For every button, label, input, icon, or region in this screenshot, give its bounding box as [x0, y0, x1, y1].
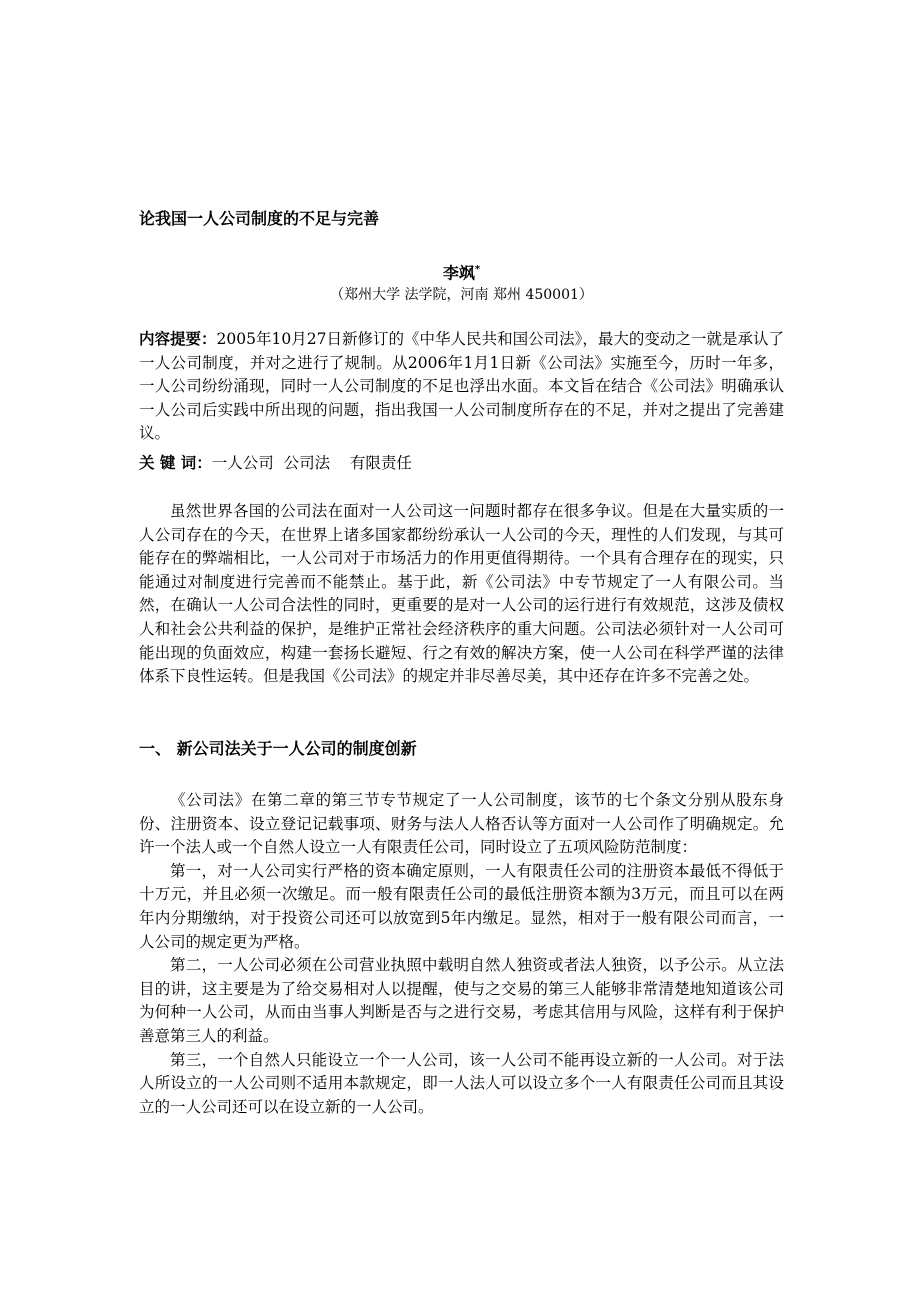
keywords-text: 一人公司 公司法 有限责任 — [211, 454, 412, 472]
section-paragraph: 《公司法》在第二章的第三节专节规定了一人公司制度，该节的七个条文分别从股东身份、注册资本、设立登记记载事项、财务与法人人格否认等方面对一人公司作了明确规定。允许一个法人或一个自然人设立一人有限责任公司，同时设立了五项风险防范制度： — [139, 791, 784, 857]
author-name: 李飒 — [442, 263, 475, 283]
keywords — [139, 451, 784, 475]
abstract — [139, 328, 784, 446]
section-heading: 一、 新公司法关于一人公司的制度创新 — [139, 739, 417, 758]
intro-paragraph: 虽然世界各国的公司法在面对一人公司这一问题时都存在很多争议。但是在大量实质的一人公司存在的今天，在世界上诸多国家都纷纷承认一人公司的今天，理性的人们发现，与其可能存在的弊端相比，一人公司对于市场活力的作用更值得期待。一个具有合理存在的现实，只能通过对制度进行完善而不能禁止。基于此，新《公司法》中专节规定了一人有限公司。当然，在确认一人公司合法性的同时，更重要的是对一人公司的运行进行有效规范，这涉及债权人和社会公共利益的保护，是维护正常社会经济秩序的重大问题。公司法必须针对一人公司可能出现的负面效应，构建一套扬长避短、行之有效的解决方案，使一人公司在科学严谨的法律体系下良性运转。但是我国《公司法》的规定并非尽善尽美，其中还存在许多不完善之处。 — [139, 502, 784, 686]
keywords-label: 关 键 词： — [139, 454, 212, 472]
section-body — [139, 789, 784, 1119]
abstract-text: 2005年10月27日新修订的《中华人民共和国公司法》，最大的变动之一就是承认了一人公司制度，并对之进行了规制。从2006年1月1日新《公司法》实施至今，历时一年多，一人公司纷纷涌现，同时一人公司制度的不足也浮出水面。本文旨在结合《公司法》明确承认一人公司后实践中所出现的问题，指出我国一人公司制度所存在的不足，并对之提出了完善建议。 — [139, 330, 784, 442]
author-footnote-mark: * — [474, 264, 481, 275]
abstract-label: 内容提要： — [139, 330, 217, 348]
section-paragraph: 第二，一人公司必须在公司营业执照中载明自然人独资或者法人独资，以予公示。从立法目的讲，这主要是为了给交易相对人以提醒，使与之交易的第三人能够非常清楚地知道该公司为何种一人公司，从而由当事人判断是否与之进行交易，考虑其信用与风险，这样有利于保护善意第三人的利益。 — [139, 956, 784, 1045]
author-affiliation: （郑州大学 法学院，河南 郑州 450001） — [330, 287, 593, 303]
document-title: 论我国一人公司制度的不足与完善 — [139, 209, 380, 228]
author-line — [139, 258, 784, 285]
section-paragraph: 第三，一个自然人只能设立一个一人公司，该一人公司不能再设立新的一人公司。对于法人所设立的一人公司则不适用本款规定，即一人法人可以设立多个一人有限责任公司而且其设立的一人公司还可以在设立新的一人公司。 — [139, 1050, 784, 1116]
section-paragraph: 第一，对一人公司实行严格的资本确定原则，一人有限责任公司的注册资本最低不得低于十万元，并且必须一次缴足。而一般有限责任公司的最低注册资本额为3万元，而且可以在两年内分期缴纳，对于投资公司还可以放宽到5年内缴足。显然，相对于一般有限公司而言，一人公司的规定更为严格。 — [139, 861, 784, 951]
